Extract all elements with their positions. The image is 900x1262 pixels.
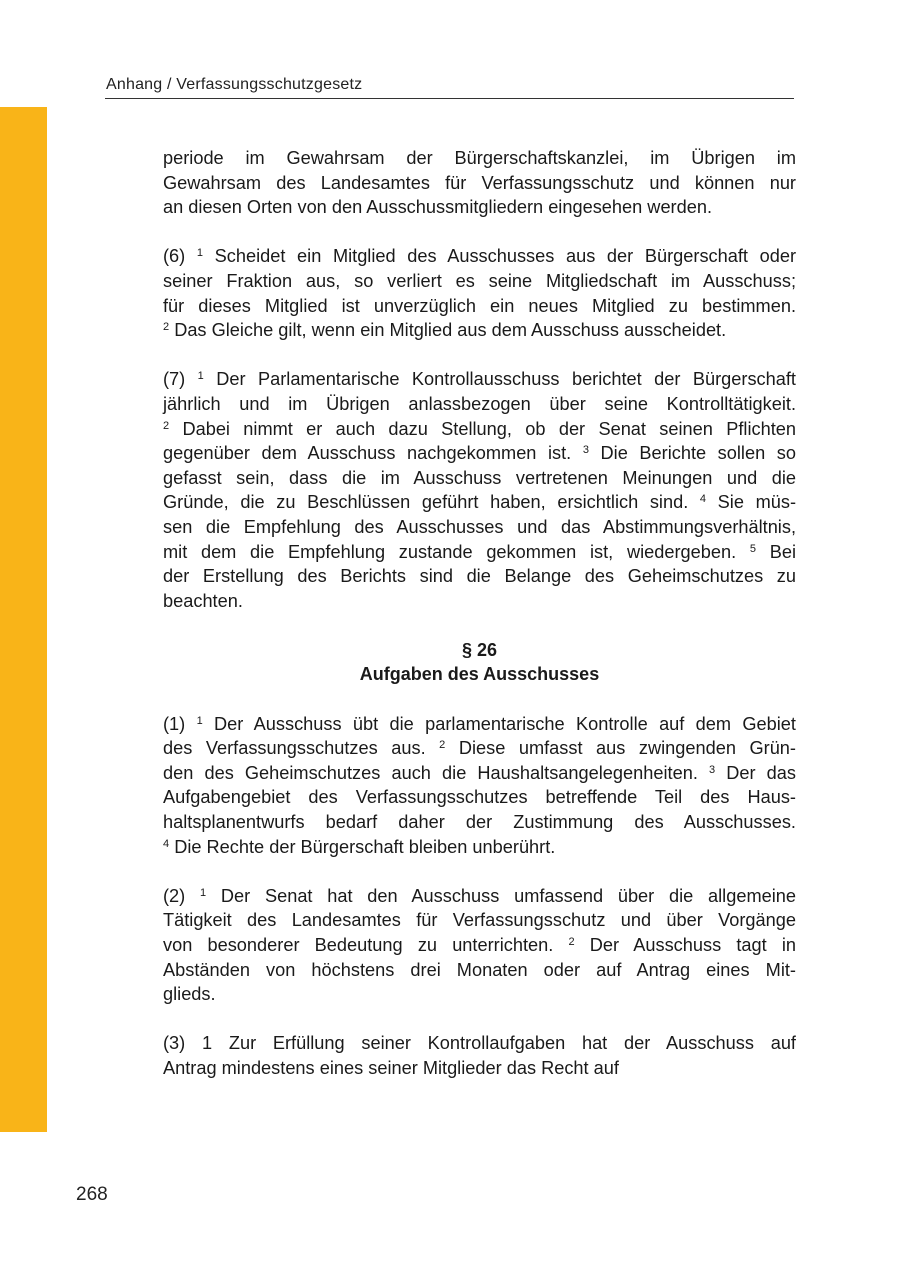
text-line: $^2$ Das Gleiche gilt, wenn ein Mitglied aus dem Ausschuss ausscheidet. bbox=[163, 320, 727, 341]
text-line: sen die Empfehlung des Ausschusses und das Abstimmungsverhältnis, bbox=[163, 516, 796, 537]
text-line: $^4$ Die Rechte der Bürgerschaft bleiben unberührt. bbox=[163, 836, 556, 857]
sentence-number: 2 bbox=[568, 936, 575, 948]
text-line: (3) 1 Zur Erfüllung seiner Kontrollaufgaben hat der Ausschuss auf bbox=[163, 1033, 796, 1054]
text-line: haltsplanentwurfs bedarf daher der Zustimmung des Ausschusses. bbox=[163, 812, 796, 833]
text-line: (6) $^1$ Scheidet ein Mitglied des Ausschusses aus der Bürgerschaft oder bbox=[163, 246, 796, 267]
running-title: Anhang / Verfassungsschutzgesetz bbox=[106, 76, 363, 93]
section-26-paragraph-2 bbox=[163, 884, 796, 1007]
text-line: glieds. bbox=[163, 984, 216, 1005]
text-line: den des Geheimschutzes auch die Haushaltsangelegenheiten. $^3$ Der das bbox=[163, 762, 796, 783]
sentence-number: 3 bbox=[582, 444, 589, 457]
sentence-number: 1 bbox=[196, 714, 203, 727]
sentence-number: 2 bbox=[439, 739, 446, 752]
section-heading bbox=[163, 638, 796, 687]
text-line: des Verfassungsschutzes aus. $^2$ Diese umfasst aus zwingenden Grün- bbox=[163, 738, 796, 759]
paragraph-number: (7) bbox=[163, 369, 186, 390]
paragraph-number: (6) bbox=[163, 246, 186, 267]
sentence-number: 5 bbox=[749, 542, 756, 555]
sentence-number: 3 bbox=[709, 763, 716, 776]
text-line: jährlich und im Übrigen anlassbezogen über seine Kontrolltätigkeit. bbox=[163, 393, 796, 414]
running-header bbox=[105, 76, 794, 99]
sentence-number: 1 bbox=[197, 370, 204, 383]
section-number: § 26 bbox=[461, 639, 498, 660]
text-line: $^2$ Dabei nimmt er auch dazu Stellung, ob der Senat seinen Pflichten bbox=[163, 418, 796, 439]
section-26-paragraph-3 bbox=[163, 1031, 796, 1080]
text-line: Antrag mindestens eines seiner Mitglieder das Recht auf bbox=[163, 1057, 619, 1078]
paragraph-number: (2) bbox=[163, 885, 186, 906]
text-line: Gewahrsam des Landesamtes für Verfassungsschutz und können nur bbox=[163, 172, 796, 193]
text-line: Aufgabengebiet des Verfassungsschutzes betreffende Teil des Haus- bbox=[163, 787, 796, 808]
text-line: gegenüber dem Ausschuss nachgekommen ist. $^3$ Die Berichte sollen so bbox=[163, 443, 796, 464]
paragraph-7 bbox=[163, 367, 796, 613]
text-line: für dieses Mitglied ist unverzüglich ein neues Mitglied zu bestimmen. bbox=[163, 295, 796, 316]
text-line: seiner Fraktion aus, so verliert es seine Mitgliedschaft im Ausschuss; bbox=[163, 270, 796, 291]
sentence-number: 1 bbox=[196, 247, 203, 260]
side-color-bar bbox=[0, 107, 47, 1132]
sentence-number: 4 bbox=[163, 837, 170, 850]
text-line: von besonderer Bedeutung zu unterrichten. $^2$ Der Ausschuss tagt in bbox=[163, 935, 796, 955]
text-line: (7) $^1$ Der Parlamentarische Kontrollausschuss berichtet der Bürgerschaft bbox=[163, 369, 796, 390]
section-26-paragraph-1 bbox=[163, 712, 796, 860]
text-line: der Erstellung des Berichts sind die Belange des Geheimschutzes zu bbox=[163, 566, 796, 587]
page-number: 268 bbox=[76, 1184, 108, 1205]
sentence-number: 1 bbox=[200, 886, 207, 899]
text-line: an diesen Orten von den Ausschussmitgliedern eingesehen werden. bbox=[163, 197, 713, 218]
text-line: gefasst sein, dass die im Ausschuss vertretenen Meinungen und die bbox=[163, 467, 796, 488]
sentence-number: 2 bbox=[163, 419, 170, 432]
text-line: beachten. bbox=[163, 590, 243, 611]
paragraph-number: (1) bbox=[163, 713, 186, 734]
page-content bbox=[163, 146, 796, 1105]
text-line: Abständen von höchstens drei Monaten oder auf Antrag eines Mit- bbox=[163, 959, 796, 980]
text-line: Gründe, die zu Beschlüssen geführt haben, ersichtlich sind. $^4$ Sie müs- bbox=[163, 492, 797, 513]
text-line: (1) $^1$ Der Ausschuss übt die parlamentarische Kontrolle auf dem Gebiet bbox=[163, 713, 796, 734]
text-line: (2) $^1$ Der Senat hat den Ausschuss umfassend über die allgemeine bbox=[163, 885, 796, 906]
sentence-number: 4 bbox=[699, 493, 707, 506]
sentence-number: 2 bbox=[163, 321, 170, 334]
text-line: mit dem die Empfehlung zustande gekommen ist, wiedergeben. $^5$ Bei bbox=[163, 541, 797, 562]
paragraph-6 bbox=[163, 244, 796, 342]
paragraph-continued bbox=[163, 146, 796, 220]
text-line: periode im Gewahrsam der Bürgerschaftskanzlei, im Übrigen im bbox=[163, 148, 796, 168]
text-line: Tätigkeit des Landesamtes für Verfassungsschutz und über Vorgänge bbox=[163, 910, 796, 931]
section-title: Aufgaben des Ausschusses bbox=[359, 664, 600, 685]
